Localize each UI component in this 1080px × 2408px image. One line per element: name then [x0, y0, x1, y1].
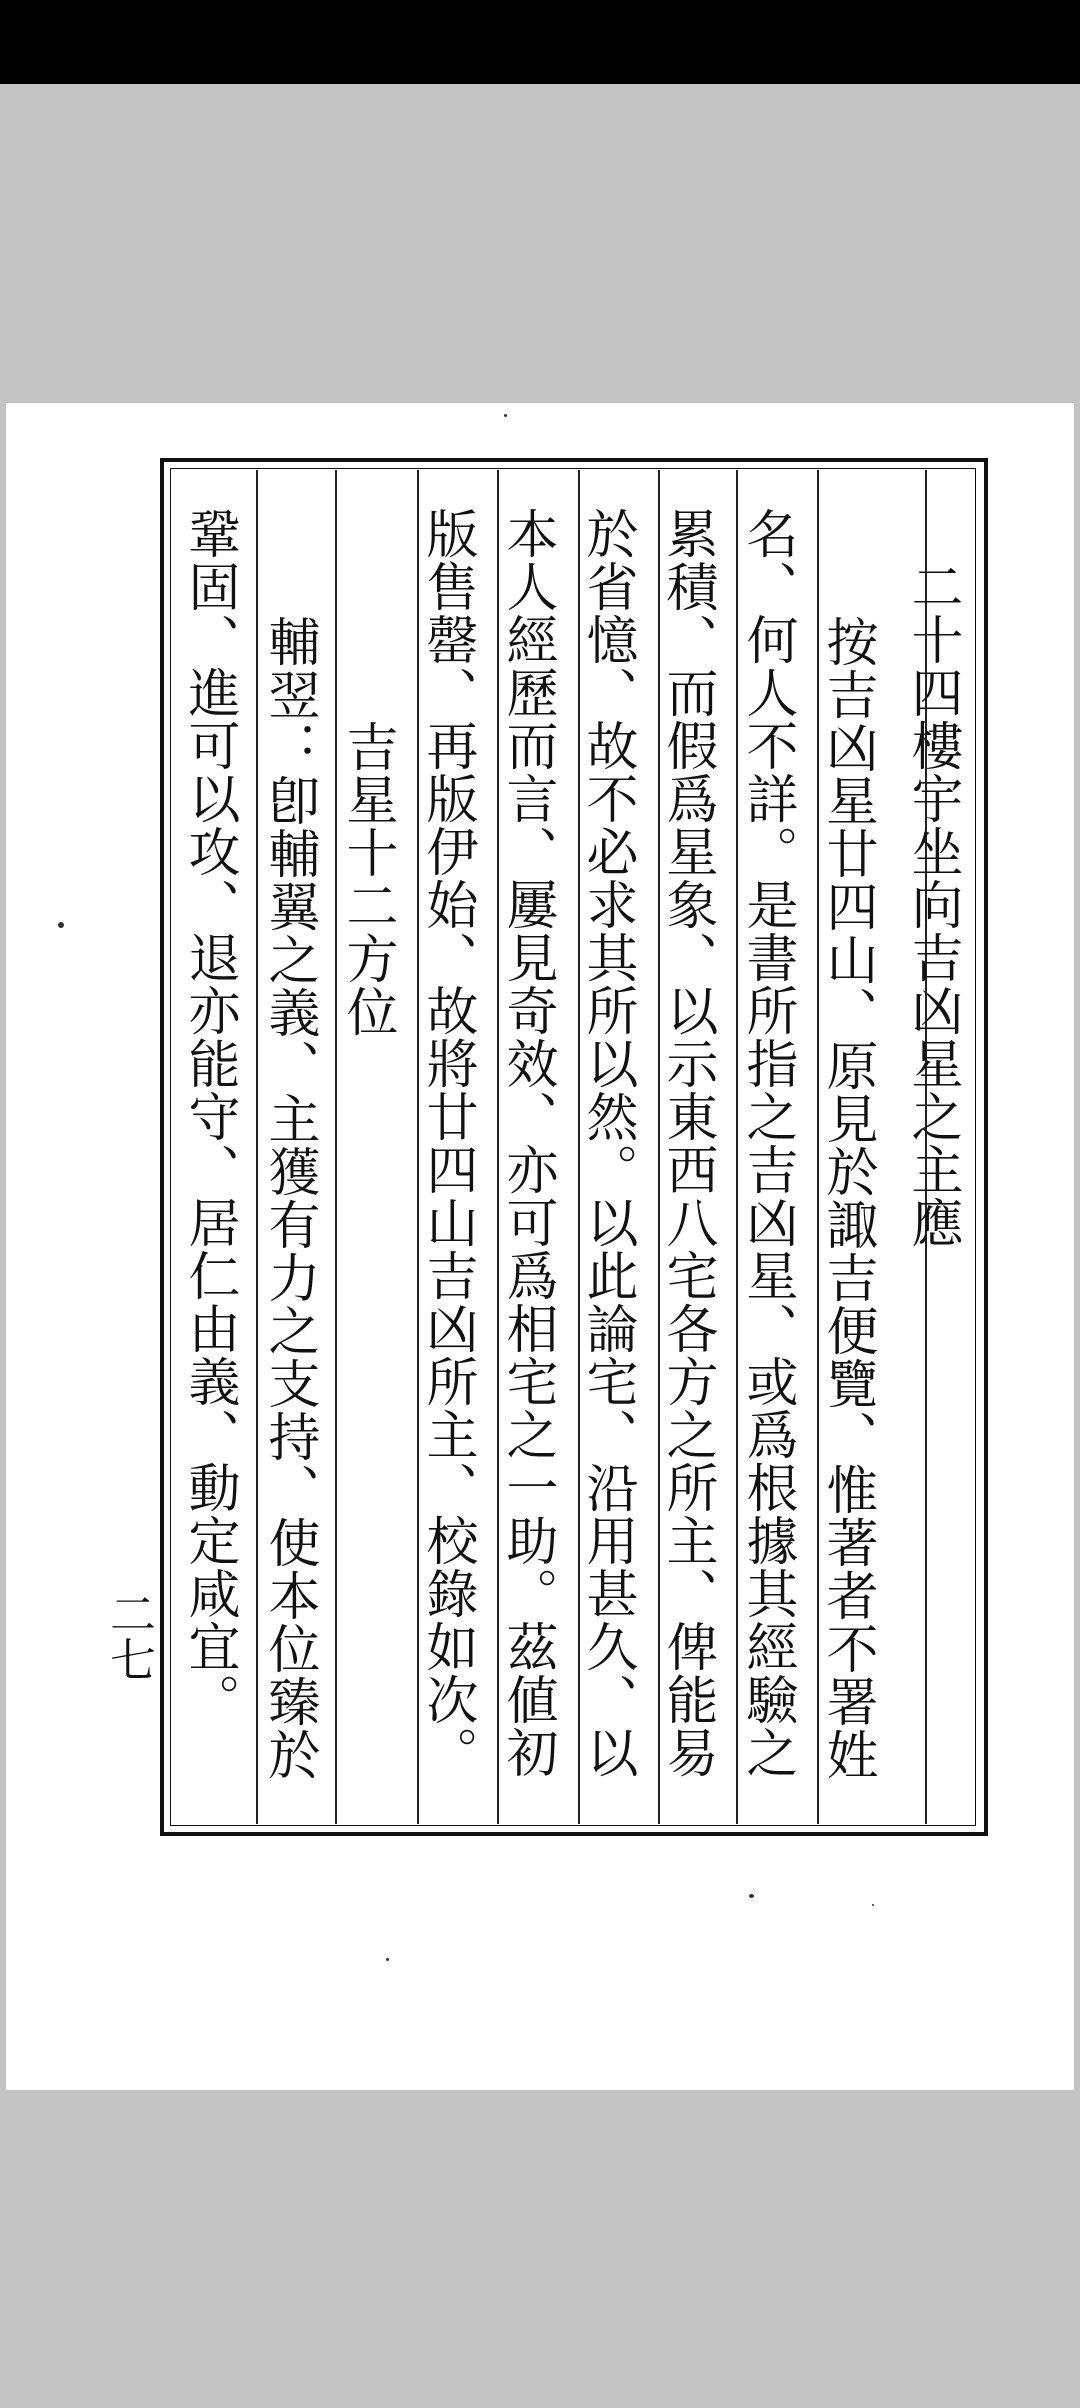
entry-line: 輔翌：卽輔翼之義、主獲有力之支持、使本位臻於	[259, 615, 319, 1781]
section-heading: 二十四樓宇坐向吉凶星之主應	[902, 560, 962, 1249]
subheading: 吉星十二方位	[337, 720, 397, 1038]
scan-speck	[749, 1894, 754, 1898]
scan-speck	[504, 414, 507, 417]
status-bar	[0, 0, 1080, 84]
scan-speck	[872, 1904, 874, 1906]
column-rule	[335, 470, 337, 1824]
paragraph-line: 版售罄、再版伊始、故將廿四山吉凶所主、校錄如次。	[417, 507, 477, 1779]
paragraph-line: 於省憶、故不必求其所以然。以此論宅、沿用甚久、以	[577, 507, 637, 1779]
paragraph-line: 本人經歷而言、屢見奇效、亦可爲相宅之一助。茲値初	[497, 507, 557, 1779]
paragraph-line: 累積、而假爲星象、以示東西八宅各方之所主、俾能易	[657, 507, 717, 1779]
entry-line: 鞏固、進可以攻、退亦能守、居仁由義、動定咸宜。	[179, 507, 239, 1726]
scan-speck	[58, 922, 64, 928]
scan-speck	[386, 1958, 389, 1961]
paragraph-line: 按吉凶星廿四山、原見於諏吉便覽、惟著者不署姓	[817, 615, 877, 1781]
page-number: 二七	[103, 1590, 157, 1682]
paragraph-line: 名、何人不詳。是書所指之吉凶星、或爲根據其經驗之	[737, 507, 797, 1779]
